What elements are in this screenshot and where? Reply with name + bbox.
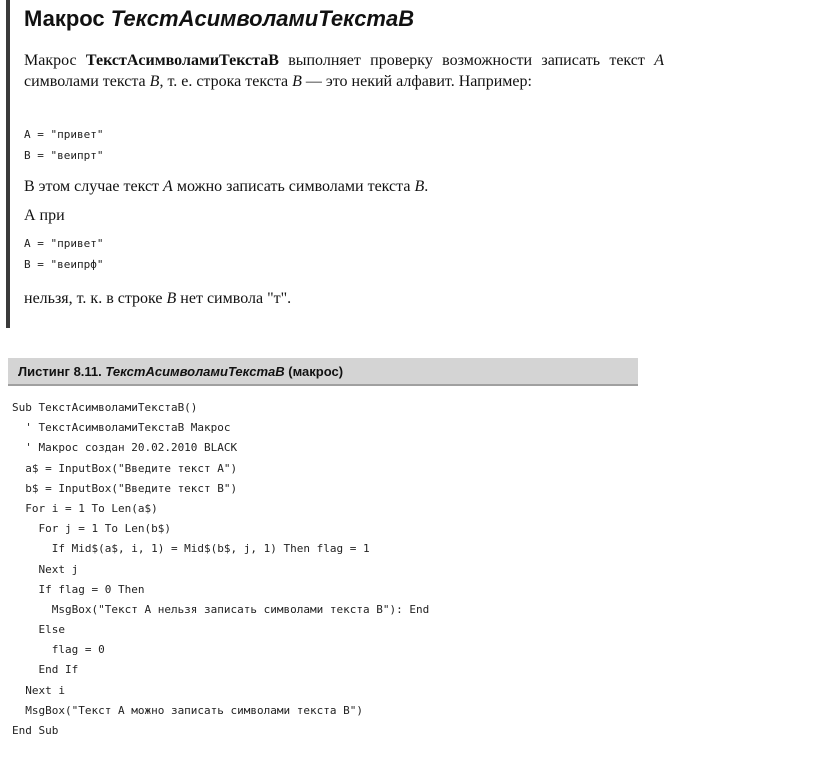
code-line: If Mid$(a$, i, 1) = Mid$(b$, j, 1) Then flag = 1 [12,542,370,556]
example-code-2 [24,233,103,275]
code-line: Else [12,623,65,637]
code-line: If flag = 0 Then [12,582,145,596]
code-line: ' Макрос создан 20.02.2010 BLACK [12,441,238,455]
listing-macro-name: ТекстAсимволамиТекстаB [105,364,285,379]
result-paragraph-2: нельзя, т. к. в строке B нет символа "т". [24,290,292,307]
code-line: For i = 1 To Len(a$) [12,501,158,515]
result-paragraph-1: В этом случае текст A можно записать символами текста B. [24,178,429,195]
listing-title: Листинг 8.11. ТекстAсимволамиТекстаB (макрос) [18,364,344,379]
example-1-line-a: A = "привет" [24,128,104,141]
example-2-line-a: A = "привет" [24,237,104,250]
macro-section [0,0,816,328]
code-listing [12,398,712,741]
code-line: MsgBox("Текст A нельзя записать символами текста B"): End [12,602,430,616]
section-heading: Макрос ТекстAсимволамиТекстаB [24,6,415,31]
code-line: MsgBox("Текст A можно записать символами текста B") [12,703,363,717]
section-heading-macro-name: ТекстAсимволамиТекстаB [110,6,415,31]
code-line: a$ = InputBox("Введите текст A") [12,461,238,475]
code-line: End Sub [12,724,59,737]
intro-paragraph: Макрос ТекстAсимволамиТекстаB выполняет проверку возможности записать текст A символами текста B, т. е. строка текста B — это некий алфавит. Например: [24,52,664,90]
a-pri-paragraph: А при [24,207,65,224]
macro-name-bold: ТекстAсимволамиТекстаB [85,52,279,69]
code-line: For j = 1 To Len(b$) [12,522,171,536]
example-2-line-b: B = "веипрф" [24,258,104,271]
code-line: Sub ТекстAсимволамиТекстаB() [12,401,198,414]
code-line: ' ТекстAсимволамиТекстаB Макрос [12,421,231,435]
code-line: flag = 0 [12,643,105,657]
code-line: Next j [12,562,79,576]
example-code-1 [24,124,103,166]
code-line: Next i [12,683,65,697]
code-line: End If [12,663,79,677]
listing-header-bar [8,358,638,386]
left-margin-rule [6,0,10,328]
example-1-line-b: B = "веипрт" [24,149,104,162]
code-line: b$ = InputBox("Введите текст B") [12,481,238,495]
